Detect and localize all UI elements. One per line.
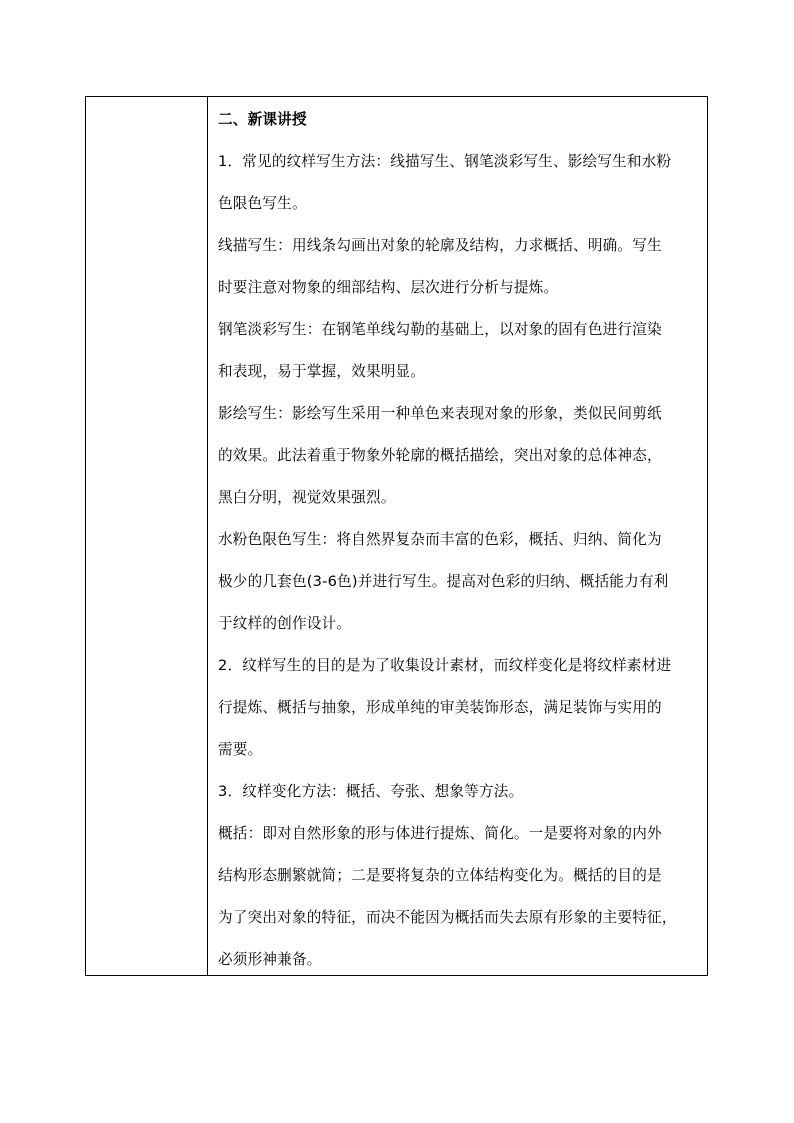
- text-line: 概括：即对自然形象的形与体进行提炼、简化。一是要将对象的内外: [218, 825, 662, 842]
- text-line: 结构形态删繁就简；二是要将复杂的立体结构变化为。概括的目的是: [218, 867, 662, 884]
- text-line: 行提炼、概括与抽象，形成单纯的审美装饰形态，满足装饰与实用的: [218, 699, 662, 716]
- text-line: 黑白分明，视觉效果强烈。: [218, 489, 396, 506]
- text-line: 时要注意对物象的细部结构、层次进行分析与提炼。: [218, 279, 559, 296]
- text-line: 水粉色限色写生：将自然界复杂而丰富的色彩，概括、归纳、简化为: [218, 531, 662, 548]
- text-line: 极少的几套色(3-6色)并进行写生。提高对色彩的归纳、概括能力有利: [218, 573, 669, 590]
- text-line: 线描写生：用线条勾画出对象的轮廓及结构，力求概括、明确。写生: [218, 237, 662, 254]
- text-line: 必须形神兼备。: [218, 951, 322, 968]
- lesson-table: [85, 96, 708, 976]
- text-line: 需要。: [218, 741, 263, 758]
- text-line: 于纹样的创作设计。: [218, 615, 352, 632]
- text-line: 色限色写生。: [218, 195, 307, 212]
- left-column-cell: [86, 97, 208, 975]
- text-line: 的效果。此法着重于物象外轮廓的概括描绘，突出对象的总体神态，: [218, 447, 662, 464]
- text-line: 1．常见的纹样写生方法：线描写生、钢笔淡彩写生、影绘写生和水粉: [218, 153, 672, 170]
- content-cell: [208, 97, 707, 975]
- text-line: 为了突出对象的特征，而决不能因为概括而失去原有形象的主要特征，: [218, 909, 677, 926]
- text-line: 2．纹样写生的目的是为了收集设计素材，而纹样变化是将纹样素材进: [218, 657, 672, 674]
- text-line: 和表现，易于掌握，效果明显。: [218, 363, 426, 380]
- text-line: 钢笔淡彩写生：在钢笔单线勾勒的基础上，以对象的固有色进行渲染: [218, 321, 662, 338]
- text-line: 3．纹样变化方法：概括、夸张、想象等方法。: [218, 783, 524, 800]
- section-heading: 二、新课讲授: [218, 111, 307, 128]
- text-line: 影绘写生：影绘写生采用一种单色来表现对象的形象，类似民间剪纸: [218, 405, 662, 422]
